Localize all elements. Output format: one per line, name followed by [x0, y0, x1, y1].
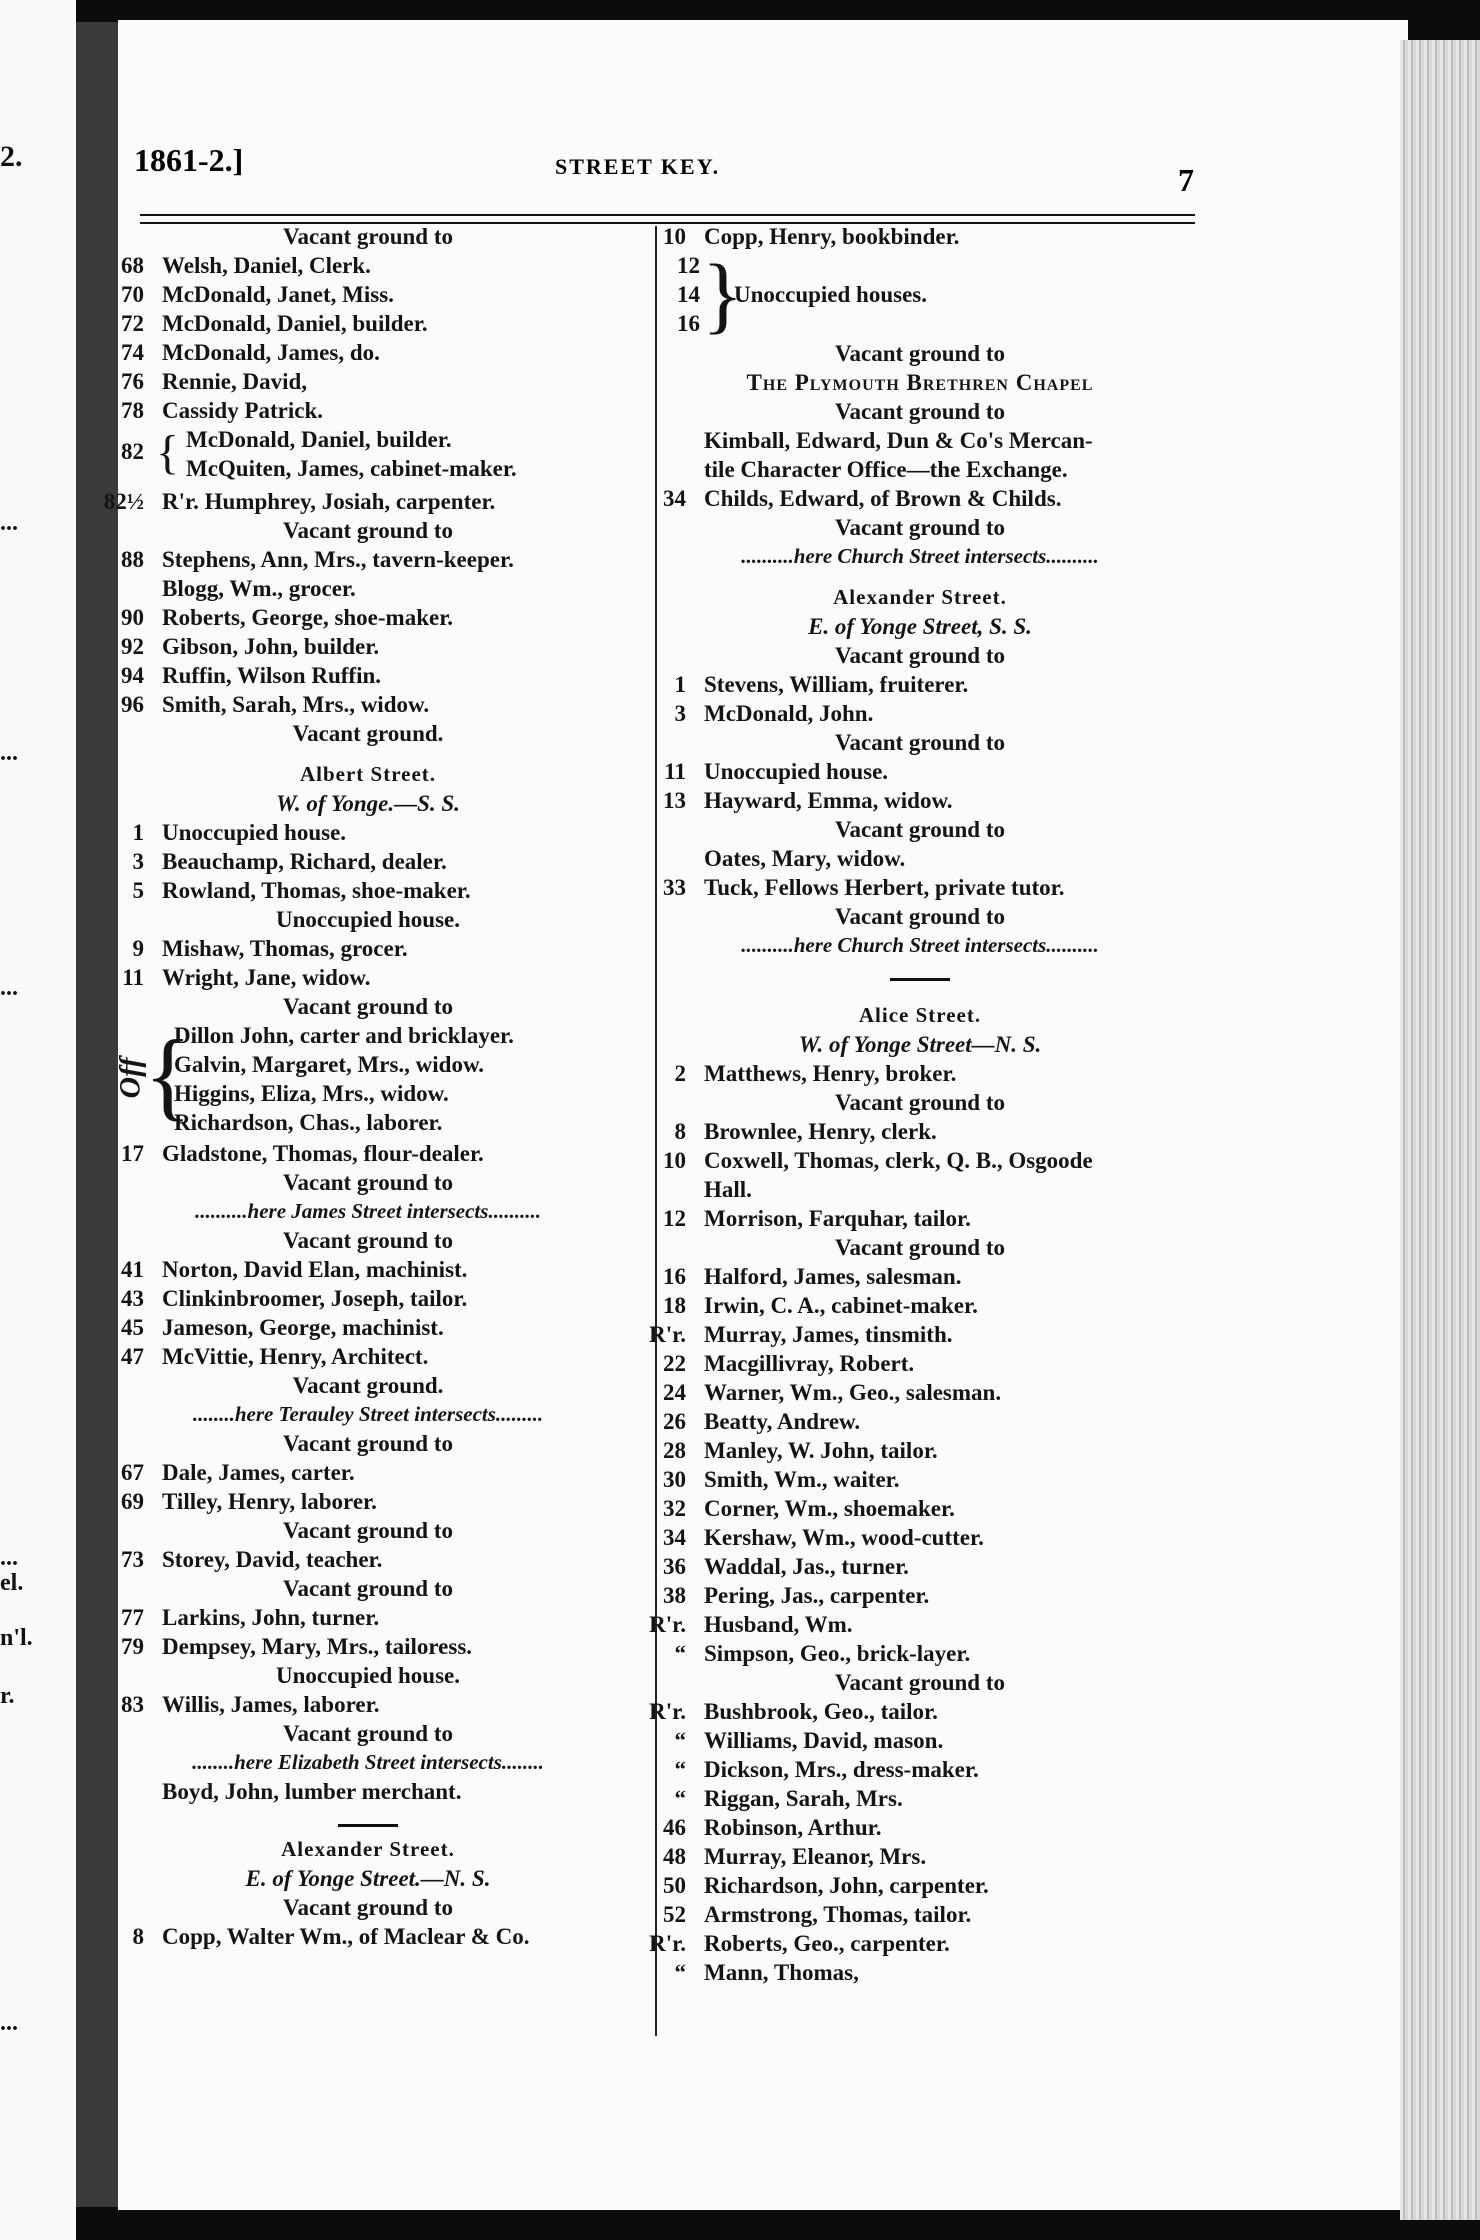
entry-number: R'r. [649, 1322, 686, 1347]
intersection-note: ........here Elizabeth Street intersects........ [192, 1750, 544, 1774]
list-item [640, 1407, 1200, 1436]
entry-text: McDonald, James, do. [162, 340, 380, 365]
brace-icon: { [144, 1019, 192, 1130]
entry-text: Armstrong, Thomas, tailor. [704, 1902, 972, 1927]
intersection-note: ..........here Church Street intersects.......... [741, 933, 1099, 957]
entry-list [640, 641, 1200, 960]
entry-number: 30 [663, 1467, 686, 1492]
side-note: Off [113, 1057, 147, 1099]
entry-text: Mann, Thomas, [704, 1960, 859, 1985]
list-item: Unoccupied house. [275, 907, 461, 932]
list-item [640, 1494, 1200, 1523]
entry-text: Williams, David, mason. [704, 1728, 944, 1753]
intersection-note: ..........here James Street intersects.......... [195, 1199, 541, 1223]
list-item [640, 1262, 1200, 1291]
entry-number: 1 [132, 820, 144, 845]
entry-number: “ [674, 1960, 686, 1985]
entry-text: Willis, James, laborer. [162, 1692, 380, 1717]
entry-text: Roberts, George, shoe-maker. [162, 605, 454, 630]
entry-number: 48 [663, 1844, 686, 1869]
list-item [640, 1697, 1200, 1726]
street-subheading: E. of Yonge Street.—N. S. [245, 1866, 491, 1891]
entry-text: Warner, Wm., Geo., salesman. [704, 1380, 1002, 1405]
entry-number: 74 [121, 340, 144, 365]
entry-text: Manley, W. John, tailor. [704, 1438, 938, 1463]
list-item [640, 1871, 1200, 1900]
list-item [98, 603, 638, 632]
page-title: STREET KEY. [555, 154, 721, 179]
entry-text: R'r. Humphrey, Josiah, carpenter. [162, 489, 496, 514]
brace-entry-82 [98, 425, 638, 487]
entry-number: 38 [663, 1583, 686, 1608]
entry-text: Mishaw, Thomas, grocer. [162, 936, 408, 961]
entry-number: 16 [663, 1264, 686, 1289]
list-item: Vacant ground to [283, 1895, 453, 1920]
entry-text: Welsh, Daniel, Clerk. [162, 253, 371, 278]
entry-text: Unoccupied house. [162, 820, 347, 845]
entry-number: 8 [132, 1924, 144, 1949]
entry-text: Larkins, John, turner. [162, 1605, 380, 1630]
list-item [640, 1784, 1200, 1813]
list-item [98, 1313, 638, 1342]
list-item [640, 1349, 1200, 1378]
list-item: Vacant ground to [835, 643, 1005, 668]
entry-number: 22 [663, 1351, 686, 1376]
list-item [640, 786, 1200, 815]
entry-text: McDonald, John. [704, 701, 874, 726]
entry-text: Waddal, Jas., turner. [704, 1554, 909, 1579]
list-item [98, 1690, 638, 1719]
brace-numbers [640, 251, 700, 338]
entry-number: “ [674, 1641, 686, 1666]
list-item [640, 1581, 1200, 1610]
list-item [640, 484, 1200, 513]
entry-text: McQuiten, James, cabinet-maker. [186, 456, 517, 481]
entry-number: 41 [121, 1257, 144, 1282]
entry-text: Brownlee, Henry, clerk. [704, 1119, 937, 1144]
entry-text: Beatty, Andrew. [704, 1409, 861, 1434]
list-item [640, 1755, 1200, 1784]
entry-text: Kershaw, Wm., wood-cutter. [704, 1525, 984, 1550]
list-item [98, 1284, 638, 1313]
entry-number: 28 [663, 1438, 686, 1463]
facing-page-fragment: n'l. [0, 1625, 33, 1651]
entry-text: Matthews, Henry, broker. [704, 1061, 957, 1086]
entry-text: Husband, Wm. [704, 1612, 853, 1637]
page-edges [1400, 40, 1480, 2220]
facing-page-edge [0, 0, 76, 2240]
brace-icon: } [702, 246, 744, 342]
list-item: Unoccupied house. [275, 1663, 461, 1688]
list-item [640, 455, 1200, 484]
list-item [640, 1726, 1200, 1755]
entry-number: 13 [663, 788, 686, 813]
list-item [98, 818, 638, 847]
list-item [98, 1603, 638, 1632]
section-rule [890, 978, 950, 981]
entry-number: 46 [663, 1815, 686, 1840]
entry-list [640, 339, 1200, 571]
list-item [640, 1523, 1200, 1552]
list-item [98, 574, 638, 603]
list-item [98, 1255, 638, 1284]
section-rule [338, 1824, 398, 1827]
entry-text: Tilley, Henry, laborer. [162, 1489, 377, 1514]
entry-number: R'r. [649, 1699, 686, 1724]
list-item: Vacant ground to [835, 399, 1005, 424]
entry-number: 34 [663, 486, 686, 511]
entry-number: 94 [121, 663, 144, 688]
list-item [98, 661, 638, 690]
entry-text: Morrison, Farquhar, tailor. [704, 1206, 971, 1231]
entry-number: “ [674, 1728, 686, 1753]
entry-text: Galvin, Margaret, Mrs., widow. [174, 1052, 485, 1077]
list-item [640, 1639, 1200, 1668]
entry-text: McDonald, Janet, Miss. [162, 282, 394, 307]
list-item: Vacant ground to [283, 518, 453, 543]
list-item [640, 1813, 1200, 1842]
list-item [640, 670, 1200, 699]
list-item [640, 1842, 1200, 1871]
list-item [640, 844, 1200, 873]
brace-lines [186, 425, 517, 483]
entry-number: 83 [121, 1692, 144, 1717]
entry-text: Storey, David, teacher. [162, 1547, 383, 1572]
entry-number: 3 [132, 849, 144, 874]
entry-number: “ [674, 1757, 686, 1782]
entry-number: 17 [121, 1141, 144, 1166]
list-item: Vacant ground to [283, 994, 453, 1019]
entry-text: Richardson, John, carpenter. [704, 1873, 989, 1898]
entry-list [98, 487, 638, 748]
facing-page-fragment: ... [0, 975, 18, 1001]
entry-text: Bushbrook, Geo., tailor. [704, 1699, 938, 1724]
entry-number: 88 [121, 547, 144, 572]
entry-number: 50 [663, 1873, 686, 1898]
entry-number: 10 [663, 224, 686, 249]
list-item: Vacant ground to [835, 1090, 1005, 1115]
entry-list [98, 1139, 638, 1806]
entry-number: 26 [663, 1409, 686, 1434]
entry-text: Higgins, Eliza, Mrs., widow. [174, 1081, 449, 1106]
entry-number: 2 [674, 1061, 686, 1086]
entry-number: 11 [664, 759, 686, 784]
list-item [98, 1139, 638, 1168]
street-subheading: W. of Yonge.—S. S. [276, 791, 460, 816]
page-number: 7 [1178, 162, 1194, 198]
entry-text: Dale, James, carter. [162, 1460, 355, 1485]
entry-number: 68 [121, 253, 144, 278]
entry-number: 78 [121, 398, 144, 423]
facing-page-fragment: ... [0, 1545, 18, 1571]
list-item [98, 1458, 638, 1487]
list-item [640, 873, 1200, 902]
entry-number: 12 [677, 253, 700, 278]
list-item [640, 1552, 1200, 1581]
list-item: Vacant ground to [283, 1170, 453, 1195]
list-item [640, 757, 1200, 786]
list-item [98, 1487, 638, 1516]
entry-number: 14 [677, 282, 700, 307]
entry-number: 82½ [103, 489, 144, 514]
entry-number: 79 [121, 1634, 144, 1659]
list-item [98, 1632, 638, 1661]
entry-number: 3 [674, 701, 686, 726]
entry-number: 24 [663, 1380, 686, 1405]
entry-text: Stevens, William, fruiterer. [704, 672, 969, 697]
entry-text: McDonald, Daniel, builder. [162, 311, 428, 336]
brace-entry-12-16 [640, 246, 1200, 342]
list-item [98, 309, 638, 338]
entry-text: Halford, James, salesman. [704, 1264, 962, 1289]
entry-number: 77 [121, 1605, 144, 1630]
list-item: Vacant ground to [283, 1518, 453, 1543]
entry-number: 82 [121, 439, 144, 464]
entry-number: 16 [677, 311, 700, 336]
entry-text: Norton, David Elan, machinist. [162, 1257, 468, 1282]
entry-number: 36 [663, 1554, 686, 1579]
entry-number: 67 [121, 1460, 144, 1485]
list-item [98, 251, 638, 280]
entry-text: Smith, Wm., waiter. [704, 1467, 900, 1492]
entry-number: 5 [132, 878, 144, 903]
entry-text: Dillon John, carter and bricklayer. [174, 1023, 514, 1048]
brace-lines [174, 1021, 514, 1137]
right-column [640, 222, 1200, 1987]
entry-number: 11 [122, 965, 144, 990]
entry-number: 52 [663, 1902, 686, 1927]
brace-lines [734, 280, 927, 309]
facing-page-fragment: 2. [0, 140, 23, 173]
entry-text: Roberts, Geo., carpenter. [704, 1931, 950, 1956]
entry-text: Simpson, Geo., brick-layer. [704, 1641, 971, 1666]
list-item [640, 1059, 1200, 1088]
entry-number: 96 [121, 692, 144, 717]
entry-text: Beauchamp, Richard, dealer. [162, 849, 447, 874]
entry-list [640, 1059, 1200, 1987]
list-item: The Plymouth Brethren Chapel [746, 370, 1094, 395]
list-item [98, 487, 638, 516]
list-item [98, 545, 638, 574]
entry-number: 8 [674, 1119, 686, 1144]
list-item [640, 1146, 1200, 1175]
entry-text: Blogg, Wm., grocer. [162, 576, 356, 601]
entry-text: Boyd, John, lumber merchant. [162, 1779, 462, 1804]
entry-text: Kimball, Edward, Dun & Co's Mercan- [704, 428, 1093, 453]
entry-number: 32 [663, 1496, 686, 1521]
list-item [640, 1929, 1200, 1958]
entry-number: 72 [121, 311, 144, 336]
list-item [98, 1777, 638, 1806]
entry-text: Rennie, David, [162, 369, 308, 394]
entry-text: Copp, Henry, bookbinder. [704, 224, 960, 249]
entry-number: 33 [663, 875, 686, 900]
entry-list [98, 222, 638, 425]
brace-entry-off [98, 1021, 638, 1139]
entry-text: Tuck, Fellows Herbert, private tutor. [704, 875, 1065, 900]
list-item [98, 338, 638, 367]
entry-number: 90 [121, 605, 144, 630]
entry-number: 43 [121, 1286, 144, 1311]
list-item [98, 367, 638, 396]
facing-page-fragment: ... [0, 740, 18, 766]
list-item: Vacant ground. [292, 1373, 444, 1398]
intersection-note: ..........here Church Street intersects.......... [741, 544, 1099, 568]
entry-text: Robinson, Arthur. [704, 1815, 882, 1840]
entry-number: R'r. [649, 1612, 686, 1637]
entry-text: tile Character Office—the Exchange. [704, 457, 1068, 482]
list-item [98, 847, 638, 876]
edition-label: 1861-2.] [134, 142, 244, 178]
list-item: Vacant ground to [283, 1228, 453, 1253]
left-column [98, 222, 638, 1951]
entry-number: 70 [121, 282, 144, 307]
facing-page-fragment: ... [0, 510, 18, 536]
facing-page-fragment: ... [0, 2010, 18, 2036]
list-item: Vacant ground to [835, 1235, 1005, 1260]
list-item [640, 699, 1200, 728]
entry-text: Murray, Eleanor, Mrs. [704, 1844, 927, 1869]
list-item: Vacant ground to [283, 224, 453, 249]
list-item [640, 1291, 1200, 1320]
list-item [640, 426, 1200, 455]
entry-number: R'r. [649, 1931, 686, 1956]
entry-text: Macgillivray, Robert. [704, 1351, 915, 1376]
entry-text: Copp, Walter Wm., of Maclear & Co. [162, 1924, 530, 1949]
entry-number: “ [674, 1786, 686, 1811]
entry-text: Hayward, Emma, widow. [704, 788, 953, 813]
list-item [98, 1922, 638, 1951]
list-item [640, 1465, 1200, 1494]
entry-text: Smith, Sarah, Mrs., widow. [162, 692, 430, 717]
street-heading: Alexander Street. [833, 585, 1007, 609]
facing-page-fragment: el. [0, 1570, 24, 1596]
list-item [98, 1545, 638, 1574]
entry-text: Stephens, Ann, Mrs., tavern-keeper. [162, 547, 514, 572]
entry-text: Richardson, Chas., laborer. [174, 1110, 443, 1135]
entry-number: 47 [121, 1344, 144, 1369]
entry-text: Corner, Wm., shoemaker. [704, 1496, 955, 1521]
list-item: Vacant ground to [283, 1431, 453, 1456]
entry-number: 9 [132, 936, 144, 961]
entry-text: Gladstone, Thomas, flour-dealer. [162, 1141, 484, 1166]
list-item [640, 1958, 1200, 1987]
brace-icon: { [156, 426, 180, 479]
entry-text: Coxwell, Thomas, clerk, Q. B., Osgoode [704, 1148, 1093, 1173]
entry-text: Hall. [704, 1177, 752, 1202]
list-item: Vacant ground to [283, 1576, 453, 1601]
entry-text: Gibson, John, builder. [162, 634, 380, 659]
entry-number: 73 [121, 1547, 144, 1572]
entry-number: 12 [663, 1206, 686, 1231]
entry-text: Unoccupied houses. [734, 282, 927, 307]
entry-number: 10 [663, 1148, 686, 1173]
entry-number: 92 [121, 634, 144, 659]
entry-list [98, 1893, 638, 1951]
entry-text: Murray, James, tinsmith. [704, 1322, 953, 1347]
entry-text: Unoccupied house. [704, 759, 889, 784]
list-item [640, 1117, 1200, 1146]
entry-text: McVittie, Henry, Architect. [162, 1344, 429, 1369]
list-item: Vacant ground to [283, 1721, 453, 1746]
list-item [98, 632, 638, 661]
street-heading: Alice Street. [858, 1003, 982, 1027]
list-item [98, 934, 638, 963]
list-item [640, 1378, 1200, 1407]
list-item [98, 1342, 638, 1371]
list-item: Vacant ground to [835, 1670, 1005, 1695]
list-item: Vacant ground to [835, 341, 1005, 366]
entry-number: 1 [674, 672, 686, 697]
entry-number: 34 [663, 1525, 686, 1550]
intersection-note: ........here Terauley Street intersects......... [192, 1402, 544, 1426]
list-item: Vacant ground to [835, 730, 1005, 755]
entry-text: Dempsey, Mary, Mrs., tailoress. [162, 1634, 473, 1659]
entry-text: Cassidy Patrick. [162, 398, 323, 423]
entry-text: Ruffin, Wilson Ruffin. [162, 663, 381, 688]
entry-text: Clinkinbroomer, Joseph, tailor. [162, 1286, 468, 1311]
street-subheading: E. of Yonge Street, S. S. [808, 614, 1032, 639]
entry-text: Jameson, George, machinist. [162, 1315, 444, 1340]
street-heading: Albert Street. [299, 762, 437, 786]
entry-number: 76 [121, 369, 144, 394]
list-item [98, 963, 638, 992]
list-item [640, 1610, 1200, 1639]
list-item: Vacant ground to [835, 817, 1005, 842]
list-item [640, 1900, 1200, 1929]
entry-text: Childs, Edward, of Brown & Childs. [704, 486, 1062, 511]
entry-text: Rowland, Thomas, shoe-maker. [162, 878, 471, 903]
list-item [640, 1175, 1200, 1204]
entry-number: 45 [121, 1315, 144, 1340]
entry-text: Riggan, Sarah, Mrs. [704, 1786, 903, 1811]
list-item [98, 396, 638, 425]
list-item [98, 690, 638, 719]
entry-text: Pering, Jas., carpenter. [704, 1583, 930, 1608]
list-item [98, 876, 638, 905]
entry-number: 69 [121, 1489, 144, 1514]
street-heading: Alexander Street. [281, 1837, 455, 1861]
entry-text: Dickson, Mrs., dress-maker. [704, 1757, 979, 1782]
list-item: Vacant ground to [835, 904, 1005, 929]
list-item: Vacant ground. [292, 721, 444, 746]
entry-number: 18 [663, 1293, 686, 1318]
facing-page-fragment: r. [0, 1683, 15, 1709]
list-item: Vacant ground to [835, 515, 1005, 540]
list-item [640, 1204, 1200, 1233]
list-item [640, 1436, 1200, 1465]
entry-text: Irwin, C. A., cabinet-maker. [704, 1293, 978, 1318]
street-subheading: W. of Yonge Street—N. S. [798, 1032, 1042, 1057]
entry-text: McDonald, Daniel, builder. [186, 427, 452, 452]
list-item [640, 1320, 1200, 1349]
entry-text: Wright, Jane, widow. [162, 965, 371, 990]
entry-text: Oates, Mary, widow. [704, 846, 906, 871]
entry-list [98, 818, 638, 1021]
list-item [98, 280, 638, 309]
